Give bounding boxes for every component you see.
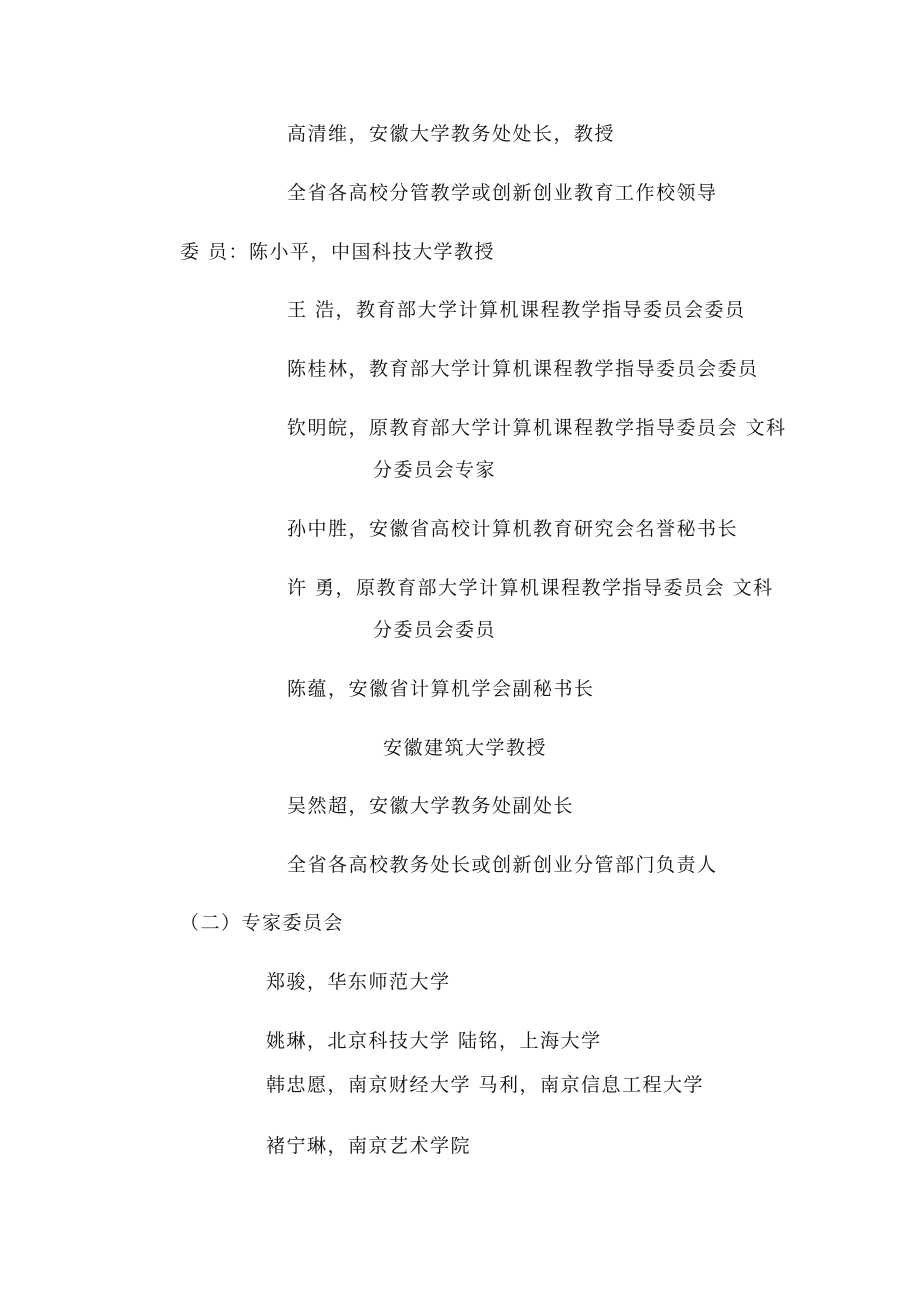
expert-line: 褚宁琳，南京艺术学院 (266, 1135, 472, 1157)
committee-members-line: 委 员：陈小平，中国科技大学教授 (180, 241, 496, 263)
section-heading: （二）专家委员会 (180, 912, 345, 934)
expert-line: 郑骏，华东师范大学 (266, 971, 451, 993)
committee-line-continuation: 分委员会专家 (373, 459, 497, 481)
committee-line: 全省各高校教务处长或创新创业分管部门负责人 (287, 854, 718, 876)
committee-line-continuation: 安徽建筑大学教授 (383, 737, 548, 759)
committee-line: 高清维，安徽大学教务处处长，教授 (287, 123, 616, 145)
committee-line: 全省各高校分管教学或创新创业教育工作校领导 (287, 182, 718, 204)
committee-line: 吴然超，安徽大学教务处副处长 (287, 795, 575, 817)
committee-line: 陈蕴，安徽省计算机学会副秘书长 (287, 678, 595, 700)
expert-line: 姚琳，北京科技大学 陆铭，上海大学 (266, 1030, 602, 1052)
committee-line: 王 浩，教育部大学计算机课程教学指导委员会委员 (287, 299, 746, 321)
committee-line: 钦明皖，原教育部大学计算机课程教学指导委员会 文科 (287, 417, 787, 439)
committee-line: 孙中胜，安徽省高校计算机教育研究会名誉秘书长 (287, 518, 739, 540)
committee-line: 陈桂林，教育部大学计算机课程教学指导委员会委员 (287, 358, 759, 380)
expert-line: 韩忠愿，南京财经大学 马利，南京信息工程大学 (266, 1074, 705, 1096)
committee-line: 许 勇，原教育部大学计算机课程教学指导委员会 文科 (287, 577, 774, 599)
committee-line-continuation: 分委员会委员 (373, 619, 497, 641)
